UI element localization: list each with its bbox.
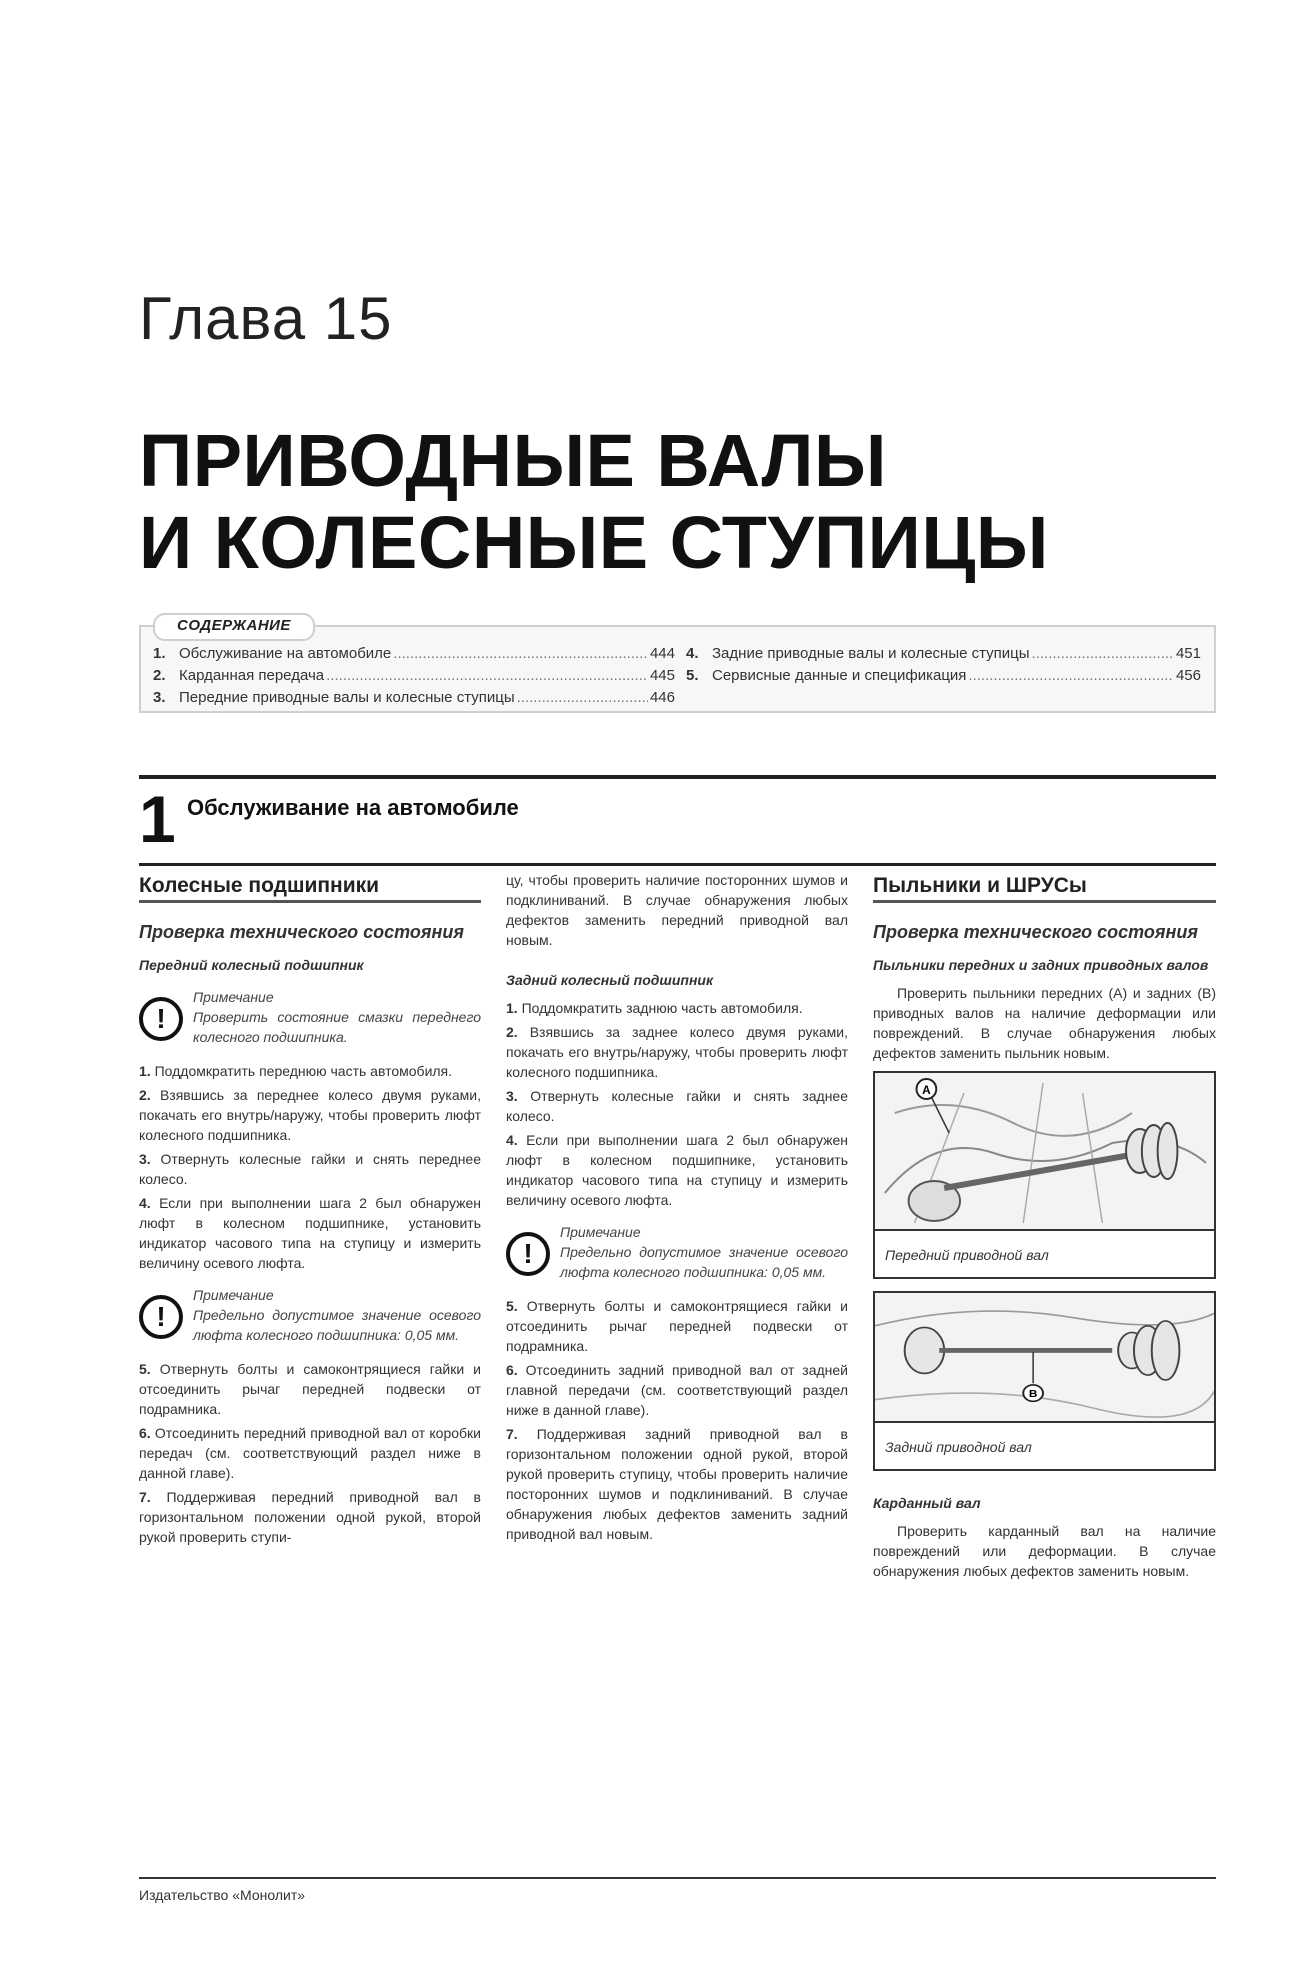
toc-column-right	[686, 643, 1201, 687]
step: 2. Взявшись за заднее колесо двумя руками, покачать его внутрь/наружу, чтобы проверить люфт колесного подшипника.	[506, 1024, 848, 1080]
step: 4. Если при выполнении шага 2 был обнаружен люфт в колесном подшипнике, установить индикатор часового типа на ступицу и измерить величину осевого люфта.	[506, 1132, 848, 1208]
figure-caption: Передний приводной вал	[885, 1247, 1049, 1263]
figure-marker-a: A	[922, 1082, 931, 1098]
step: 2. Взявшись за переднее колесо двумя руками, покачать его внутрь/наружу, чтобы проверить люфт колесного подшипника.	[139, 1087, 481, 1143]
subheading: Задний колесный подшипник	[506, 972, 714, 988]
continued-text: цу, чтобы проверить наличие посторонних шумов и подклиниваний. В случае обнаружения любых дефектов заменить передний приводной вал новым.	[506, 872, 848, 948]
toc-item-text: Сервисные данные и спецификация	[712, 667, 967, 684]
text-column-2	[506, 870, 848, 1548]
toc-item-page: 445	[649, 667, 675, 684]
subheading: Карданный вал	[873, 1495, 981, 1511]
toc-item[interactable]	[686, 665, 1201, 687]
section-title: Обслуживание на автомобиле	[187, 795, 519, 820]
step: 7. Поддерживая задний приводной вал в горизонтальном положении одной рукой, второй рукой проверить ступицу, чтобы проверить наличие посторонних шумов и подклиниваний. В случае обнаружения любых дефектов заменить задний приводной вал новым.	[506, 1426, 848, 1542]
subsection-heading: Пыльники и ШРУСы	[873, 870, 1216, 903]
note-title: Примечание	[560, 1224, 641, 1240]
chapter-title-line-2: И КОЛЕСНЫЕ СТУПИЦЫ	[139, 501, 1049, 584]
note-text: Предельно допустимое значение осевого люфта колесного подшипника: 0,05 мм.	[193, 1307, 481, 1343]
exclamation-icon: !	[139, 997, 183, 1041]
toc-item-number: 2.	[153, 667, 166, 684]
subheading: Передний колесный подшипник	[139, 957, 364, 973]
toc-item-page: 446	[649, 689, 675, 706]
step: 1. Поддомкратить переднюю часть автомобиля.	[139, 1063, 453, 1079]
toc-item-text: Задние приводные валы и колесные ступицы	[712, 645, 1030, 662]
toc-heading: СОДЕРЖАНИЕ	[153, 613, 315, 641]
note-block	[139, 1285, 481, 1345]
note-block	[506, 1222, 848, 1282]
toc-leader-dots	[1032, 643, 1174, 665]
note-block	[139, 987, 481, 1047]
section-divider-bottom	[139, 863, 1216, 866]
toc-item[interactable]	[153, 643, 675, 665]
subheading: Пыльники передних и задних приводных валов	[873, 957, 1209, 973]
check-heading: Проверка технического состояния	[139, 922, 464, 942]
toc-leader-dots	[968, 665, 1174, 687]
note-title: Примечание	[193, 1287, 274, 1303]
chapter-title-line-1: ПРИВОДНЫЕ ВАЛЫ	[139, 419, 887, 502]
rear-driveshaft-illustration	[875, 1293, 1214, 1423]
toc-item[interactable]	[153, 665, 675, 687]
toc-item-text: Передние приводные валы и колесные ступицы	[179, 689, 515, 706]
toc-leader-dots	[393, 643, 648, 665]
figure-front-driveshaft	[873, 1071, 1216, 1279]
front-driveshaft-illustration	[875, 1073, 1214, 1231]
figure-rear-driveshaft	[873, 1291, 1216, 1471]
toc-item-page: 451	[1175, 645, 1201, 662]
exclamation-icon: !	[139, 1295, 183, 1339]
toc-item-number: 3.	[153, 689, 166, 706]
text-column-1	[139, 870, 481, 1551]
step: 7. Поддерживая передний приводной вал в горизонтальном положении одной рукой, второй рукой проверить ступи-	[139, 1489, 481, 1545]
step: 5. Отвернуть болты и самоконтрящиеся гайки и отсоединить рычаг передней подвески от подрамника.	[139, 1361, 481, 1417]
toc-item-number: 5.	[686, 667, 699, 684]
step: 4. Если при выполнении шага 2 был обнаружен люфт в колесном подшипнике, установить индикатор часового типа на ступицу и измерить величину осевого люфта.	[139, 1195, 481, 1271]
footer-divider	[139, 1877, 1216, 1879]
toc-column-left	[153, 643, 675, 709]
exclamation-icon: !	[506, 1232, 550, 1276]
toc-item-page: 456	[1175, 667, 1201, 684]
step: 6. Отсоединить задний приводной вал от задней главной передачи (см. соответствующий раздел ниже в данной главе).	[506, 1362, 848, 1418]
toc-item-number: 1.	[153, 645, 166, 662]
step: 3. Отвернуть колесные гайки и снять переднее колесо.	[139, 1151, 481, 1187]
toc-item[interactable]	[153, 687, 675, 709]
toc-item-text: Обслуживание на автомобиле	[179, 645, 392, 662]
section-divider	[139, 775, 1216, 779]
toc-item-number: 4.	[686, 645, 699, 662]
toc-item[interactable]	[686, 643, 1201, 665]
note-text: Предельно допустимое значение осевого люфта колесного подшипника: 0,05 мм.	[560, 1244, 848, 1280]
step: 6. Отсоединить передний приводной вал от коробки передач (см. соответствующий раздел ниже в данной главе).	[139, 1425, 482, 1481]
chapter-label: Глава 15	[139, 285, 393, 352]
figure-marker-b: B	[1028, 1389, 1038, 1400]
section-number: 1	[139, 782, 176, 856]
chapter-title	[139, 420, 1219, 584]
footer-publisher: Издательство «Монолит»	[139, 1887, 306, 1903]
note-text: Проверить состояние смазки переднего колесного подшипника.	[193, 1009, 481, 1045]
toc-leader-dots	[517, 687, 648, 709]
toc-leader-dots	[326, 665, 648, 687]
paragraph: Проверить карданный вал на наличие повреждений или деформации. В случае обнаружения любых дефектов заменить новым.	[873, 1523, 1216, 1579]
toc-item-page: 444	[649, 645, 675, 662]
subsection-heading: Колесные подшипники	[139, 870, 481, 903]
check-heading: Проверка технического состояния	[873, 922, 1198, 942]
step: 5. Отвернуть болты и самоконтрящиеся гайки и отсоединить рычаг передней подвески от подрамника.	[506, 1298, 848, 1354]
figure-caption: Задний приводной вал	[885, 1439, 1032, 1455]
paragraph: Проверить пыльники передних (A) и задних (B) приводных валов на наличие деформации или повреждений. В случае обнаружения любых дефектов заменить пыльник новым.	[873, 985, 1216, 1061]
text-column-3	[873, 870, 1216, 1585]
toc-item-text: Карданная передача	[179, 667, 325, 684]
step: 1. Поддомкратить заднюю часть автомобиля.	[506, 1000, 803, 1016]
note-title: Примечание	[193, 989, 274, 1005]
step: 3. Отвернуть колесные гайки и снять заднее колесо.	[506, 1088, 848, 1124]
table-of-contents	[139, 617, 1216, 713]
